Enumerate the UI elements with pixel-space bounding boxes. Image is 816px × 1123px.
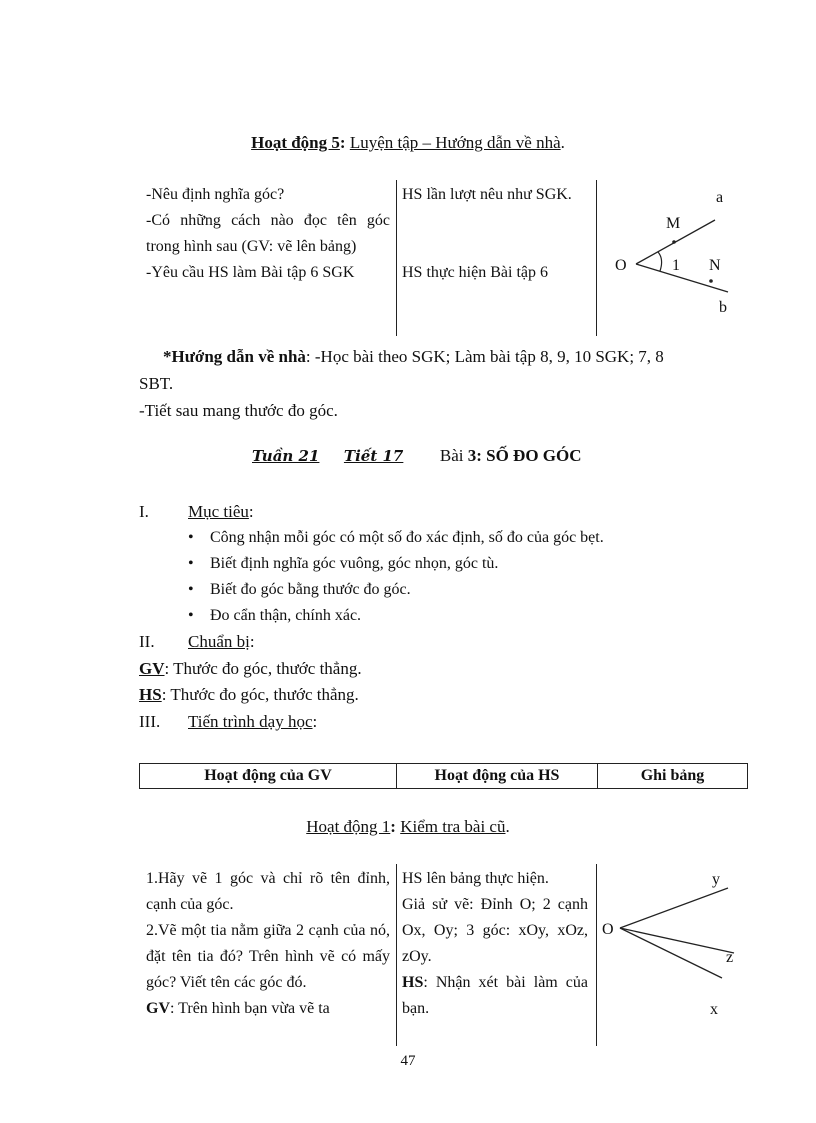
list-item: • Đo cẩn thận, chính xác. xyxy=(188,603,604,629)
page-number: 47 xyxy=(400,1053,416,1069)
gv-question: -Có những cách nào đọc tên góc trong hình sau (GV: vẽ lên bảng) xyxy=(146,212,390,255)
header-gv: Hoạt động của GV xyxy=(140,764,397,788)
week-label: Tuần 21 xyxy=(252,447,320,465)
ray-oy xyxy=(620,888,728,928)
column-divider xyxy=(396,864,397,1046)
prep-gv-label: GV xyxy=(139,659,165,678)
period-label: Tiết 17 xyxy=(343,447,404,465)
hs-answer: HS lên bảng thực hiện. xyxy=(402,870,549,887)
activity5-hs-cell xyxy=(402,182,588,286)
column-divider xyxy=(396,180,397,336)
gv-note xyxy=(146,996,390,1022)
point-m xyxy=(672,240,676,244)
lesson-title-text: 3: SỐ ĐO GÓC xyxy=(467,446,582,465)
label-a: a xyxy=(716,189,724,206)
section-2-number: II. xyxy=(139,632,155,651)
angle-arc xyxy=(658,252,662,271)
angle-figure-aob xyxy=(600,180,760,320)
hs-note-text: : Nhận xét bài làm của bạn. xyxy=(402,974,588,1017)
gv-question: 1.Hãy vẽ 1 góc và chỉ rõ tên đỉnh, cạnh của góc. xyxy=(146,870,390,913)
label-o: O xyxy=(615,257,627,274)
ray-oz xyxy=(620,928,734,953)
hs-answer xyxy=(402,970,588,1022)
gv-question: -Nêu định nghĩa góc? xyxy=(146,186,285,203)
homework-line1 xyxy=(139,343,749,370)
prep-hs-text: : Thước đo góc, thước thẳng. xyxy=(161,685,359,704)
label-z: z xyxy=(726,949,734,966)
section-3-title-text: Tiến trình dạy học xyxy=(188,712,313,731)
section-2-title: Chuẩn bị: xyxy=(188,632,255,651)
objectives-list xyxy=(188,525,604,629)
prep-gv xyxy=(139,659,362,679)
activity5-heading xyxy=(0,133,816,153)
list-item: • Biết đo góc bằng thước đo góc. xyxy=(188,577,604,603)
hs-note-label: HS xyxy=(402,974,424,991)
point-n xyxy=(709,279,713,283)
hs-answer: HS lần lượt nêu như SGK. xyxy=(402,186,572,203)
activity1-heading xyxy=(0,817,816,837)
activity5-heading-label: Hoạt động 5 xyxy=(251,133,340,152)
section-2-title-text: Chuẩn bị xyxy=(188,632,250,651)
list-item: • Công nhận mỗi góc có một số đo xác định, số đo của góc bẹt. xyxy=(188,525,604,551)
gv-question: -Yêu cầu HS làm Bài tập 6 SGK xyxy=(146,264,355,281)
homework-star: * xyxy=(163,347,172,366)
activity5-heading-end: . xyxy=(560,133,565,152)
lesson-title-prefix: Bài xyxy=(439,446,468,465)
label-1: 1 xyxy=(672,257,680,274)
activity5-gv-cell xyxy=(146,182,390,286)
gv-note-text: : Trên hình bạn vừa vẽ ta xyxy=(170,1000,330,1017)
prep-hs xyxy=(139,685,359,705)
column-divider xyxy=(596,180,597,336)
list-item: • Biết định nghĩa góc vuông, góc nhọn, góc tù. xyxy=(188,551,604,577)
homework-line1-cont: SBT. xyxy=(139,374,174,393)
label-n: N xyxy=(709,257,721,274)
activity1-heading-label: Hoạt động 1 xyxy=(306,817,391,836)
section-1-number: I. xyxy=(139,502,149,521)
homework xyxy=(139,343,749,424)
homework-label: Hướng dẫn về nhà xyxy=(171,347,306,366)
label-y: y xyxy=(712,871,720,888)
label-b: b xyxy=(719,299,727,316)
activity1-heading-colon: : xyxy=(390,817,401,836)
section-3-number: III. xyxy=(139,712,161,731)
activity1-hs-cell xyxy=(402,866,588,1022)
angle-figure-xoy xyxy=(598,868,748,1028)
activity1-heading-end: . xyxy=(505,817,510,836)
header-board: Ghi bảng xyxy=(640,767,705,784)
label-x: x xyxy=(710,1001,718,1018)
homework-text: : -Học bài theo SGK; Làm bài tập 8, 9, 10 SGK; 7, 8 xyxy=(305,347,664,366)
hs-answer: HS thực hiện Bài tập 6 xyxy=(402,264,548,281)
prep-hs-label: HS xyxy=(139,685,162,704)
homework-line2: -Tiết sau mang thước đo góc. xyxy=(139,401,338,420)
lesson-title xyxy=(252,446,582,466)
activity1-gv-cell xyxy=(146,866,390,1022)
prep-gv-text: : Thước đo góc, thước thẳng. xyxy=(164,659,362,678)
header-hs: Hoạt động của HS xyxy=(397,764,598,788)
ray-ox xyxy=(620,928,722,978)
activity1-heading-text: Kiểm tra bài cũ xyxy=(400,817,506,836)
section-1-title: Mục tiêu: xyxy=(188,502,254,521)
label-m: M xyxy=(666,215,681,232)
gv-note-label: GV xyxy=(146,1000,170,1017)
activity5-heading-text: Luyện tập – Hướng dẫn về nhà xyxy=(349,133,561,152)
label-o: O xyxy=(602,921,614,938)
table-header xyxy=(139,763,748,789)
section-1-title-text: Mục tiêu xyxy=(188,502,249,521)
hs-answer: Giả sử vẽ: Đỉnh O; 2 cạnh Ox, Oy; 3 góc: xOy, xOz, zOy. xyxy=(402,896,588,965)
section-3-title: Tiến trình dạy học: xyxy=(188,712,318,731)
gv-question: 2.Vẽ một tia nằm giữa 2 cạnh của nó, đặt tên tia đó? Trên hình vẽ có mấy góc? Viết tên các góc đó. xyxy=(146,922,390,991)
column-divider xyxy=(596,864,597,1046)
activity5-heading-colon: : xyxy=(339,133,350,152)
